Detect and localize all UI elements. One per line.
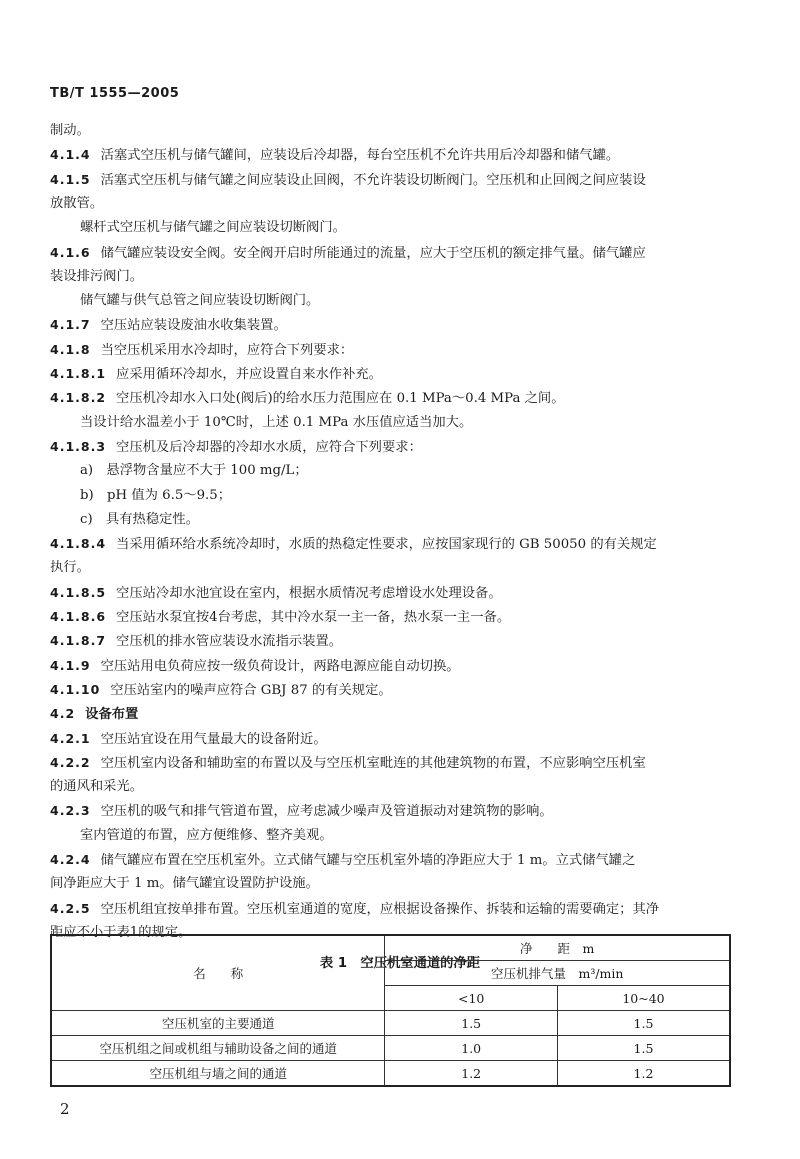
clause-text: 螺杆式空压机与储气罐之间应装设切断阀门。 (80, 220, 346, 236)
text-line (50, 656, 460, 676)
text-line (50, 558, 90, 578)
text-line (50, 850, 635, 870)
text-line (50, 801, 553, 821)
text-line (50, 729, 327, 749)
text-line (50, 243, 646, 263)
clause-text: 空压机的排水管应装设水流指示装置。 (116, 634, 343, 650)
row-value: 1.5 (557, 1036, 730, 1061)
clause-number: 4.1.7 (50, 317, 91, 333)
clause-number: 4.2.5 (50, 900, 91, 916)
clause-text: c) 具有热稳定性。 (80, 511, 200, 527)
distance-header: 净 距 m (385, 935, 730, 961)
clause-number: 4.1.8.1 (50, 366, 107, 381)
text-line (50, 753, 646, 773)
clause-text: 空压机及后冷却器的冷却水水质，应符合下列要求： (116, 439, 422, 455)
clause-number: 4.1.9 (50, 657, 91, 673)
clause-text: a) 悬浮物含量应不大于 100 mg/L； (80, 463, 308, 479)
clause-text: 的通风和采光。 (50, 779, 144, 795)
row-value: 1.2 (557, 1061, 730, 1087)
row-value: 1.0 (385, 1036, 557, 1061)
table-caption: 表 1 空压机室通道的净距 (319, 956, 481, 971)
clause-text: 空压站室内的噪声应符合 GBJ 87 的有关规定。 (110, 682, 392, 698)
table-row (51, 1061, 730, 1087)
text-line (50, 315, 287, 335)
text-line (80, 291, 319, 311)
clearance-table (50, 934, 731, 1087)
clause-number: 4.1.8.5 (50, 584, 107, 600)
clause-text: 空压站冷却水池宜设在室内，根据水质情况考虑增设水处理设备。 (116, 585, 502, 601)
text-line (50, 631, 342, 651)
clause-text: 空压站应装设废油水收集装置。 (100, 318, 287, 334)
text-line (80, 826, 333, 846)
section-heading (50, 704, 138, 724)
clause-number: 4.2.3 (50, 803, 91, 819)
text-line (80, 413, 472, 433)
clause-text: 室内管道的布置，应方便维修、整齐美观。 (80, 827, 333, 843)
text-line (50, 340, 353, 360)
text-line (50, 170, 646, 190)
col-header-lt10: <10 (385, 986, 557, 1011)
text-line (50, 267, 143, 287)
clause-number: 4.2.4 (50, 852, 91, 867)
text-line (80, 218, 346, 238)
col-header-10-40: 10~40 (557, 986, 730, 1011)
text-line (50, 899, 659, 919)
standard-code-header: TB/T 1555—2005 (50, 86, 180, 101)
clause-text: 空压机室内设备和辅助室的布置以及与空压机室毗连的其他建筑物的布置，不应影响空压机室 (100, 755, 646, 771)
clause-text: 当设计给水温差小于 10℃时，上述 0.1 MPa 水压值应适当加大。 (80, 414, 473, 430)
text-line (50, 680, 392, 700)
clause-text: 距应不小于表1的规定。 (50, 924, 192, 940)
text-line (50, 121, 90, 141)
text-line (50, 534, 657, 554)
clause-text: 活塞式空压机与储气罐间，应装设后冷却器，每台空压机不允许共用后冷却器和储气罐。 (100, 148, 620, 164)
clause-text: 储气罐应布置在空压机室外。立式储气罐与空压机室外墙的净距应大于 1 m。立式储气罐之 (100, 853, 636, 868)
clause-number: 4.1.8.6 (50, 609, 107, 624)
clause-text: b) pH 值为 6.5～9.5； (80, 487, 232, 503)
clause-text: 装设排污阀门。 (50, 268, 144, 284)
clause-text: 放散管。 (50, 195, 104, 211)
clause-text: 空压机冷却水入口处(阀后)的给水压力范围应在 0.1 MPa～0.4 MPa 之间。 (116, 391, 565, 407)
clause-text: 储气罐应装设安全阀。安全阀开启时所能通过的流量，应大于空压机的额定排气量。储气罐应 (100, 245, 646, 261)
text-line (80, 486, 231, 506)
clause-text: 空压站用电负荷应按一级负荷设计，两路电源应能自动切换。 (100, 658, 460, 674)
clause-text: 空压机组宜按单排布置。空压机室通道的宽度，应根据设备操作、拆装和运输的需要确定；其净 (100, 901, 660, 917)
row-name: 空压机组之间或机组与辅助设备之间的通道 (51, 1036, 385, 1061)
text-line (50, 777, 143, 797)
clause-number: 4.2 (50, 706, 76, 722)
clause-text: 执行。 (50, 560, 90, 576)
text-line (80, 461, 308, 481)
text-line (80, 510, 199, 530)
clause-number: 4.1.6 (50, 244, 91, 260)
flow-header: 空压机排气量 m³/min (385, 961, 730, 986)
text-line (50, 583, 502, 603)
clause-text: 设备布置 (85, 707, 139, 723)
clause-number: 4.1.10 (50, 681, 101, 697)
text-line (50, 437, 422, 457)
clause-text: 应采用循环冷却水，并应设置自来水作补充。 (116, 367, 382, 382)
row-name: 空压机室的主要通道 (51, 1011, 385, 1036)
clause-text: 空压机的吸气和排气管道布置，应考虑减少噪声及管道振动对建筑物的影响。 (100, 804, 553, 820)
page-number: 2 (60, 1100, 70, 1118)
clause-number: 4.2.2 (50, 754, 91, 770)
clause-number: 4.1.8.2 (50, 390, 107, 406)
clause-text: 空压站水泵宜按4台考虑，其中冷水泵一主一备，热水泵一主一备。 (116, 610, 511, 625)
clause-text: 当采用循环给水系统冷却时，水质的热稳定性要求，应按国家现行的 GB 50050 的有关规定 (116, 537, 657, 553)
name-column-header: 名 称 (51, 935, 385, 1011)
text-line (50, 145, 619, 165)
text-line (50, 388, 565, 408)
clause-text: 储气罐与供气总管之间应装设切断阀门。 (80, 293, 320, 309)
clause-text: 间净距应大于 1 m。储气罐宜设置防护设施。 (50, 876, 319, 892)
clause-number: 4.2.1 (50, 730, 91, 746)
text-line (50, 607, 510, 627)
row-value: 1.5 (557, 1011, 730, 1036)
clause-number: 4.1.8.4 (50, 536, 107, 552)
text-line (50, 874, 319, 894)
clause-text: 空压站宜设在用气量最大的设备附近。 (100, 731, 327, 747)
clause-number: 4.1.4 (50, 147, 91, 163)
clause-number: 4.1.5 (50, 171, 91, 187)
row-value: 1.2 (385, 1061, 557, 1087)
clause-text: 制动。 (50, 123, 90, 138)
table-row (51, 1011, 730, 1036)
clause-text: 活塞式空压机与储气罐之间应装设止回阀，不允许装设切断阀门。空压机和止回阀之间应装设 (100, 172, 646, 188)
row-value: 1.5 (385, 1011, 557, 1036)
clause-number: 4.1.8 (50, 341, 91, 357)
table-row (51, 1036, 730, 1061)
clause-text: 当空压机采用水冷却时，应符合下列要求： (100, 342, 354, 358)
clause-number: 4.1.8.3 (50, 438, 107, 454)
row-name: 空压机组与墙之间的通道 (51, 1061, 385, 1087)
text-line (50, 194, 103, 214)
text-line (50, 364, 382, 384)
clause-number: 4.1.8.7 (50, 633, 107, 649)
